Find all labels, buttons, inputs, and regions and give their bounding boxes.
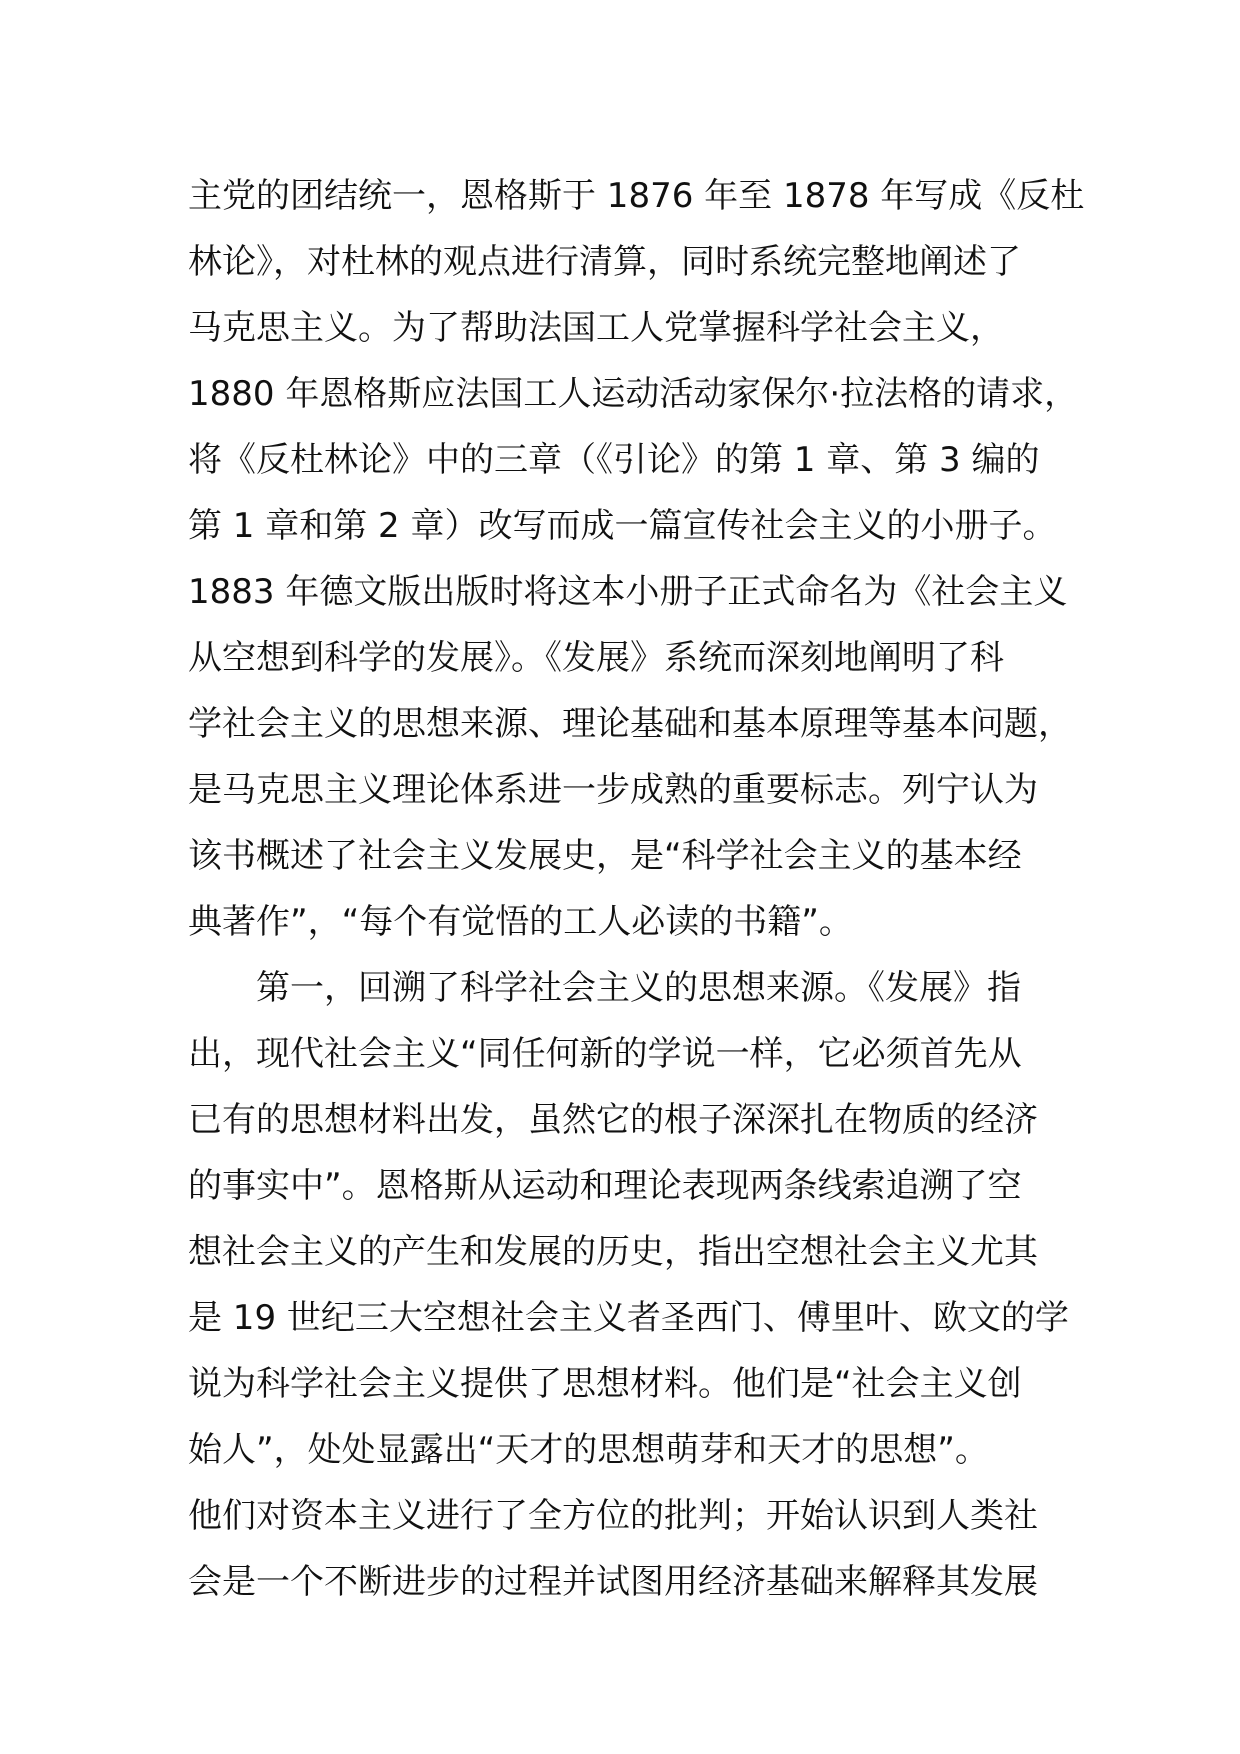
text-line: 始人”，处处显露出“天才的思想萌芽和天才的思想”。 <box>188 1430 989 1470</box>
text-line: 是 19 世纪三大空想社会主义者圣西门、傅里叶、欧文的学 <box>188 1298 1069 1338</box>
text-line: 1883 年德文版出版时将这本小册子正式命名为《社会主义 <box>188 572 1068 612</box>
text-line: 主党的团结统一，恩格斯于 1876 年至 1878 年写成《反杜 <box>188 176 1085 216</box>
text-line: 林论》，对杜林的观点进行清算，同时系统完整地阐述了 <box>188 242 1021 282</box>
text-line: 1880 年恩格斯应法国工人运动活动家保尔·拉法格的请求， <box>188 374 1079 414</box>
text-line: 出，现代社会主义“同任何新的学说一样，它必须首先从 <box>188 1034 1022 1074</box>
text-line: 已有的思想材料出发，虽然它的根子深深扎在物质的经济 <box>188 1100 1038 1140</box>
text-line: 说为科学社会主义提供了思想材料。他们是“社会主义创 <box>188 1364 1022 1404</box>
text-line: 是马克思主义理论体系进一步成熟的重要标志。列宁认为 <box>188 770 1038 810</box>
text-line: 从空想到科学的发展》。《发展》系统而深刻地阐明了科 <box>188 638 1004 678</box>
text-line: 想社会主义的产生和发展的历史，指出空想社会主义尤其 <box>188 1232 1038 1272</box>
text-line: 马克思主义。为了帮助法国工人党掌握科学社会主义， <box>188 308 1004 348</box>
body-text <box>188 163 1085 1615</box>
text-line: 将《反杜林论》中的三章（《引论》的第 1 章、第 3 编的 <box>188 440 1040 480</box>
text-line: 典著作”，“每个有觉悟的工人必读的书籍”。 <box>188 902 853 942</box>
text-line: 的事实中”。恩格斯从运动和理论表现两条线索追溯了空 <box>188 1166 1022 1206</box>
text-line: 他们对资本主义进行了全方位的批判；开始认识到人类社 <box>188 1496 1038 1536</box>
text-line: 会是一个不断进步的过程并试图用经济基础来解释其发展 <box>188 1562 1038 1602</box>
paragraph-first-line: 第一，回溯了科学社会主义的思想来源。《发展》指 <box>256 968 1021 1008</box>
text-line: 学社会主义的思想来源、理论基础和基本原理等基本问题， <box>188 704 1072 744</box>
text-line: 第 1 章和第 2 章）改写而成一篇宣传社会主义的小册子。 <box>188 506 1057 546</box>
text-line: 该书概述了社会主义发展史，是“科学社会主义的基本经 <box>188 836 1022 876</box>
